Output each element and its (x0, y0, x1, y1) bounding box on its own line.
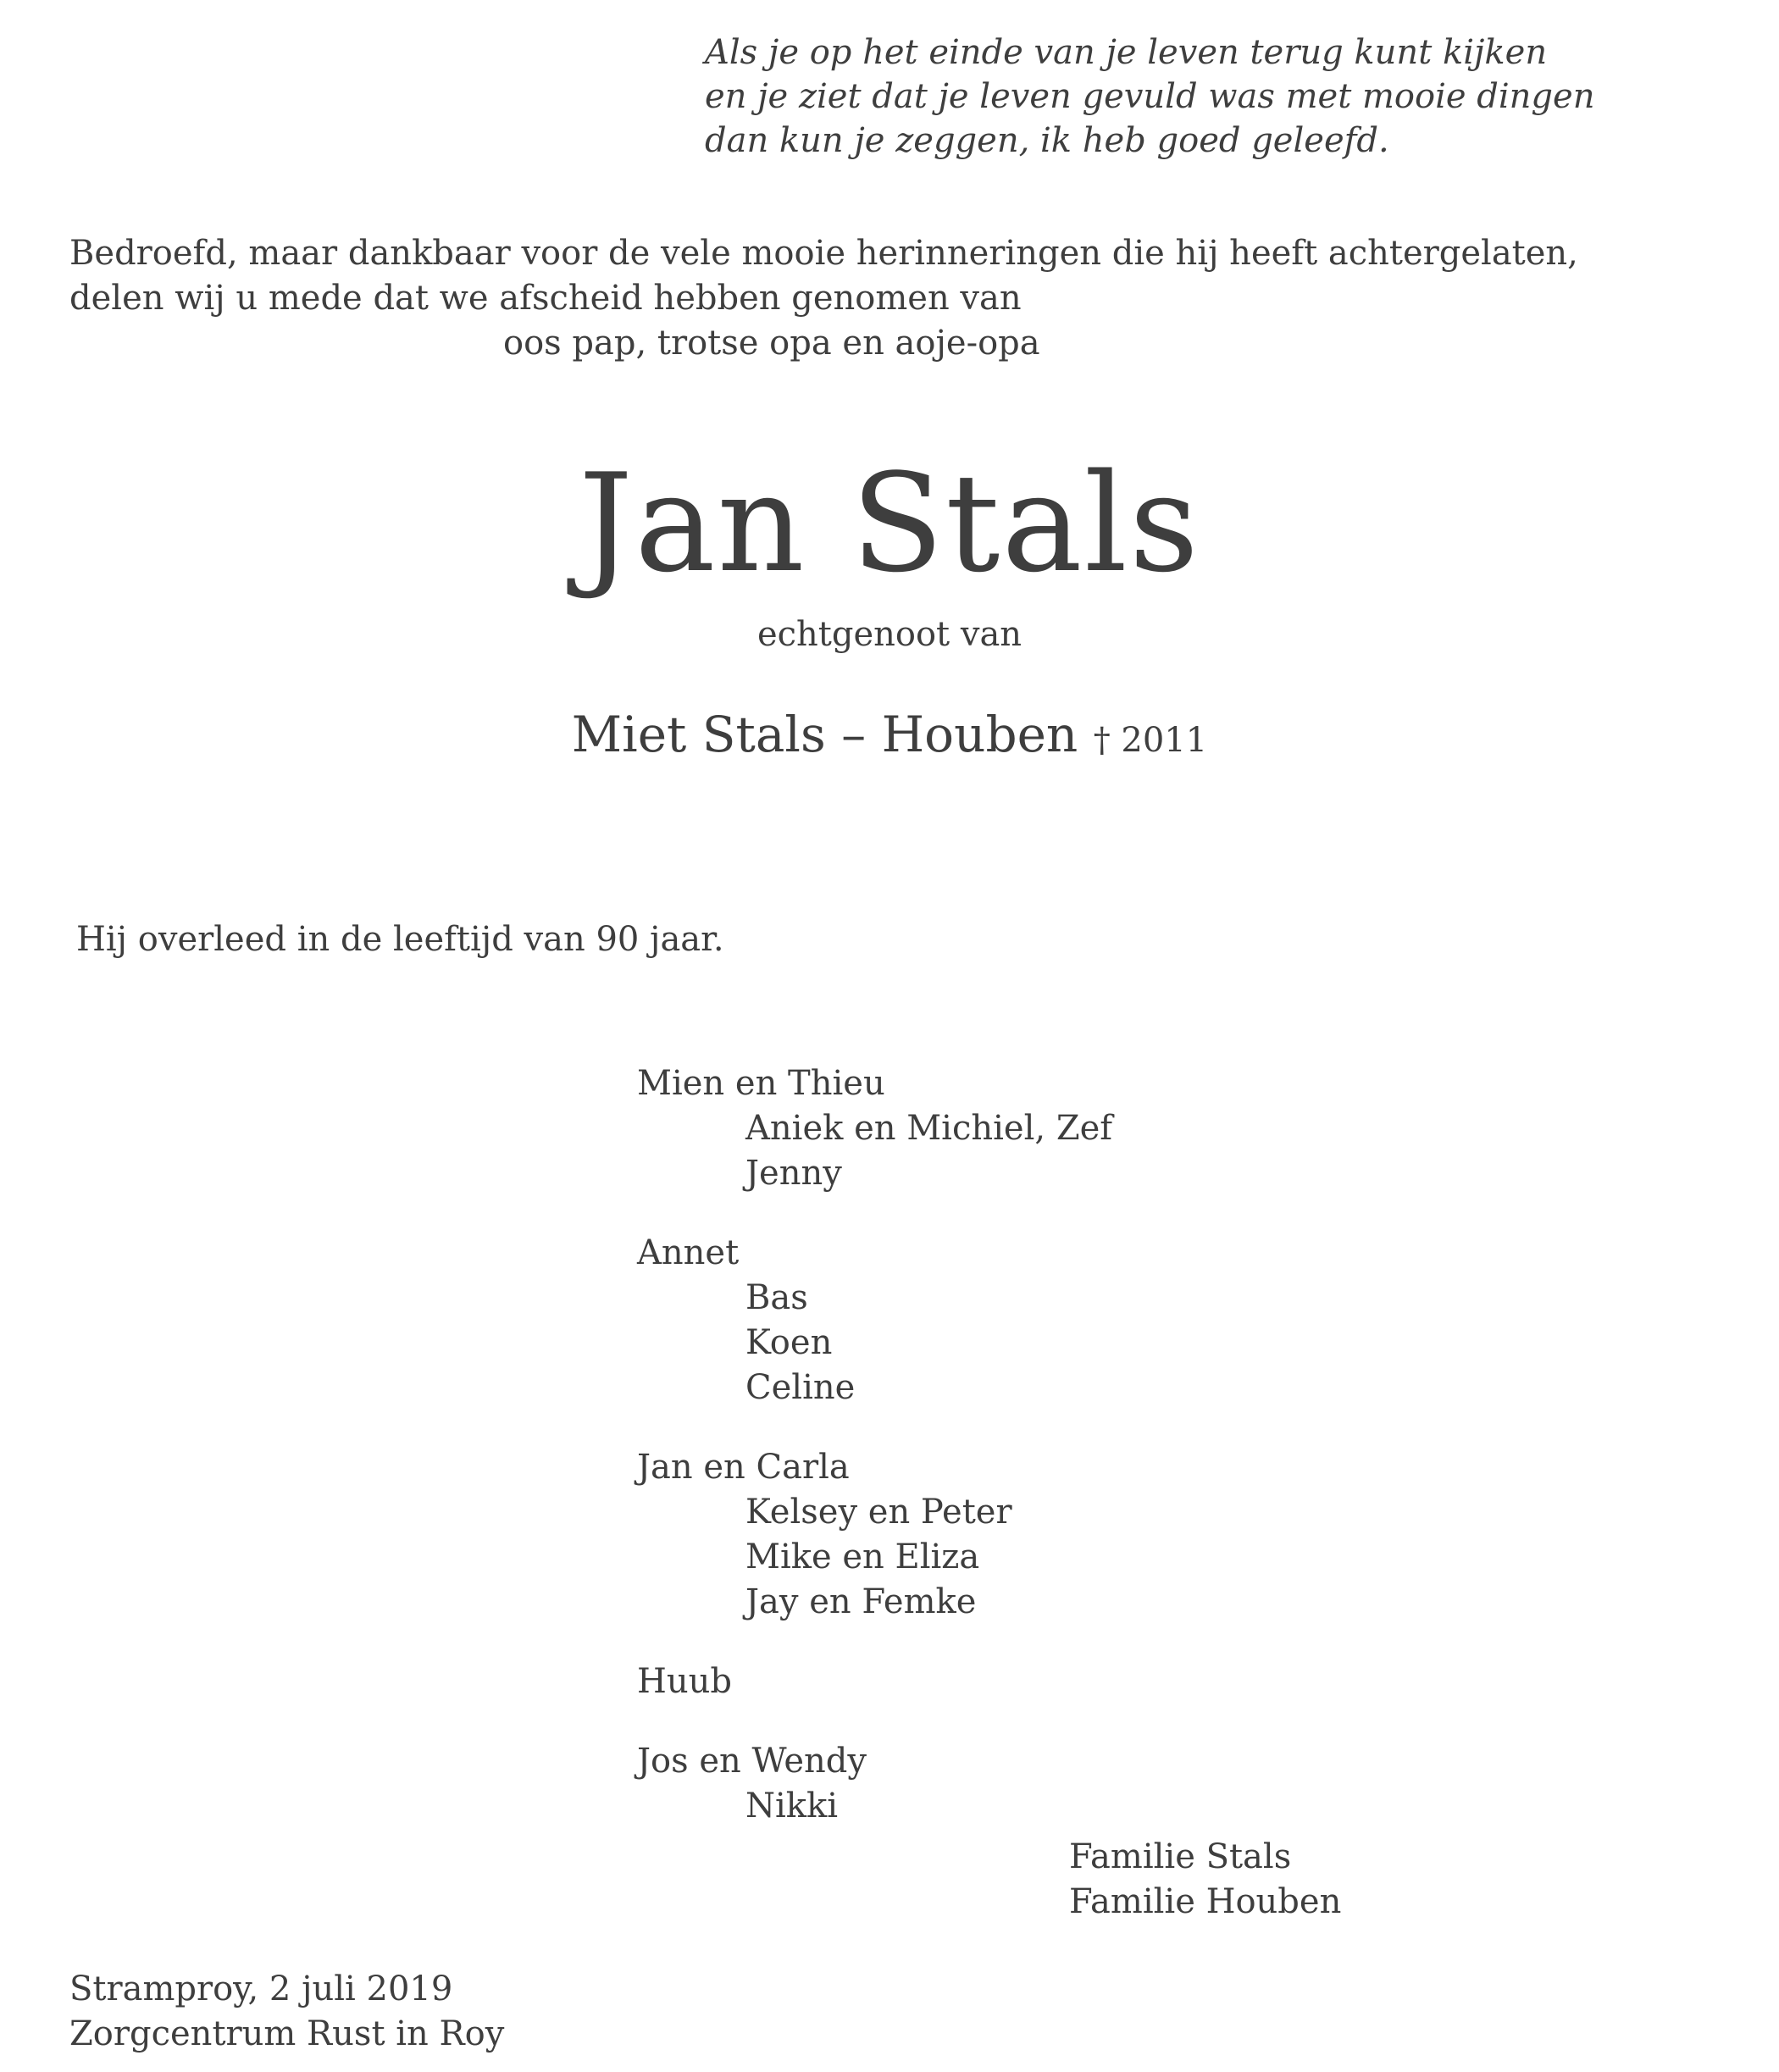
poem-line: en je ziet dat je leven gevuld was met mooie dingen (705, 77, 1595, 116)
signoff-family-stals: Familie Stals (1069, 1837, 1292, 1876)
family-group (637, 1231, 1112, 1410)
family-member: Jenny (745, 1154, 842, 1193)
poem-line: Als je op het einde van je leven terug kunt kijken (705, 33, 1548, 72)
signoff (1069, 1835, 1341, 1925)
spouse-died: † 2011 (1093, 721, 1208, 760)
family-member: Nikki (745, 1787, 839, 1825)
family-head: Jos en Wendy (637, 1742, 867, 1781)
location: Zorgcentrum Rust in Roy (69, 2014, 505, 2053)
family-group (637, 1061, 1112, 1196)
spouse-name: Miet Stals – Houben (571, 706, 1078, 763)
spouse-line (0, 705, 1779, 770)
deceased-name: Jan Stals (578, 444, 1200, 602)
intro-line-2: delen wij u mede dat we afscheid hebben genomen van (69, 279, 1022, 318)
family-list (637, 1061, 1112, 1864)
signoff-family-houben: Familie Houben (1069, 1882, 1342, 1921)
intro-text (69, 231, 1578, 366)
footer (69, 1967, 504, 2057)
family-head: Mien en Thieu (637, 1064, 885, 1103)
family-member: Celine (745, 1368, 856, 1407)
family-member: Bas (745, 1278, 808, 1317)
family-member: Aniek en Michiel, Zef (745, 1109, 1113, 1148)
family-group (637, 1445, 1112, 1625)
poem-line: dan kun je zeggen, ik heb goed geleefd. (705, 121, 1389, 160)
family-head: Annet (637, 1233, 740, 1272)
place-date: Stramproy, 2 juli 2019 (69, 1970, 453, 2008)
family-group (637, 1659, 1112, 1704)
family-member: Jay en Femke (745, 1582, 977, 1621)
poem (705, 30, 1594, 163)
family-member: Kelsey en Peter (745, 1493, 1012, 1532)
spouse-of-label: echtgenoot van (756, 615, 1023, 654)
family-group (637, 1739, 1112, 1829)
family-member: Mike en Eliza (745, 1537, 980, 1576)
age-text: Hij overleed in de leeftijd van 90 jaar. (76, 920, 724, 959)
intro-line-3: oos pap, trotse opa en aoje-opa (503, 324, 1040, 363)
intro-line-1: Bedroefd, maar dankbaar voor de vele mooie herinneringen die hij heeft achtergelaten, (69, 234, 1578, 273)
family-head: Huub (637, 1662, 733, 1701)
family-head: Jan en Carla (637, 1448, 850, 1487)
family-member: Koen (745, 1323, 833, 1362)
